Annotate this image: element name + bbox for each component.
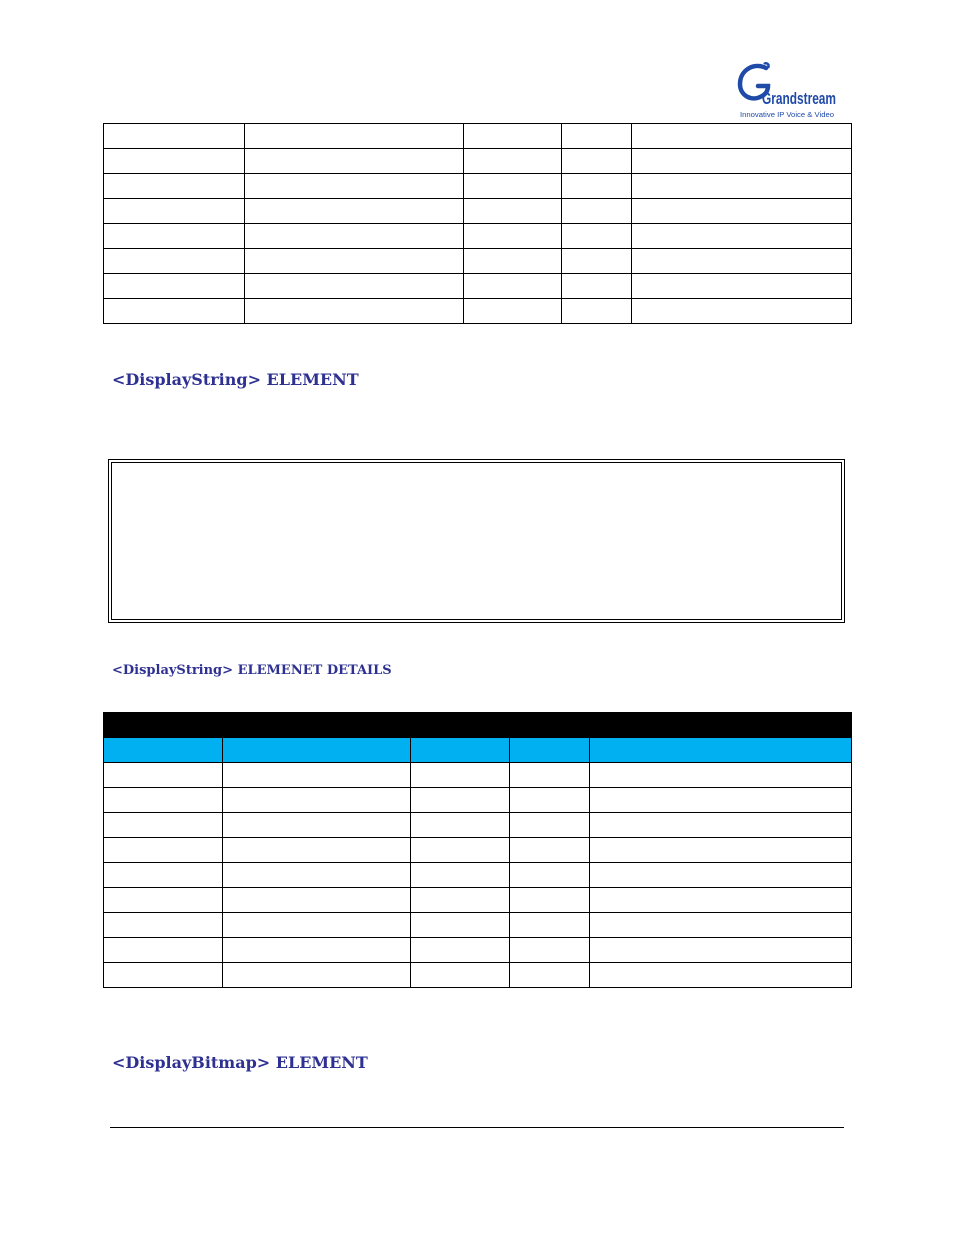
table-row bbox=[104, 863, 852, 888]
table-row bbox=[104, 838, 852, 863]
code-example-box bbox=[108, 459, 845, 623]
table-row bbox=[104, 888, 852, 913]
table-row bbox=[104, 224, 852, 249]
table-row bbox=[104, 274, 852, 299]
table-row bbox=[104, 149, 852, 174]
logo-tagline: Innovative IP Voice & Video bbox=[740, 112, 835, 119]
table-row bbox=[104, 249, 852, 274]
table-row bbox=[104, 813, 852, 838]
grandstream-logo bbox=[736, 60, 840, 120]
table-row bbox=[104, 763, 852, 788]
footer-divider bbox=[110, 1127, 844, 1128]
table-header-row bbox=[104, 738, 852, 763]
table-row bbox=[104, 913, 852, 938]
logo-brand: Grandstream bbox=[762, 89, 836, 108]
top-table bbox=[103, 123, 852, 324]
table-row bbox=[104, 788, 852, 813]
details-table bbox=[103, 712, 852, 988]
table-row bbox=[104, 174, 852, 199]
table-row bbox=[104, 963, 852, 988]
display-string-details-heading: <DisplayString> ELEMENET DETAILS bbox=[112, 663, 392, 678]
display-bitmap-heading: <DisplayBitmap> ELEMENT bbox=[112, 1053, 368, 1072]
display-string-heading: <DisplayString> ELEMENT bbox=[112, 370, 359, 389]
table-row bbox=[104, 938, 852, 963]
table-row bbox=[104, 124, 852, 149]
table-row bbox=[104, 199, 852, 224]
table-title-row bbox=[104, 713, 852, 738]
table-row bbox=[104, 299, 852, 324]
